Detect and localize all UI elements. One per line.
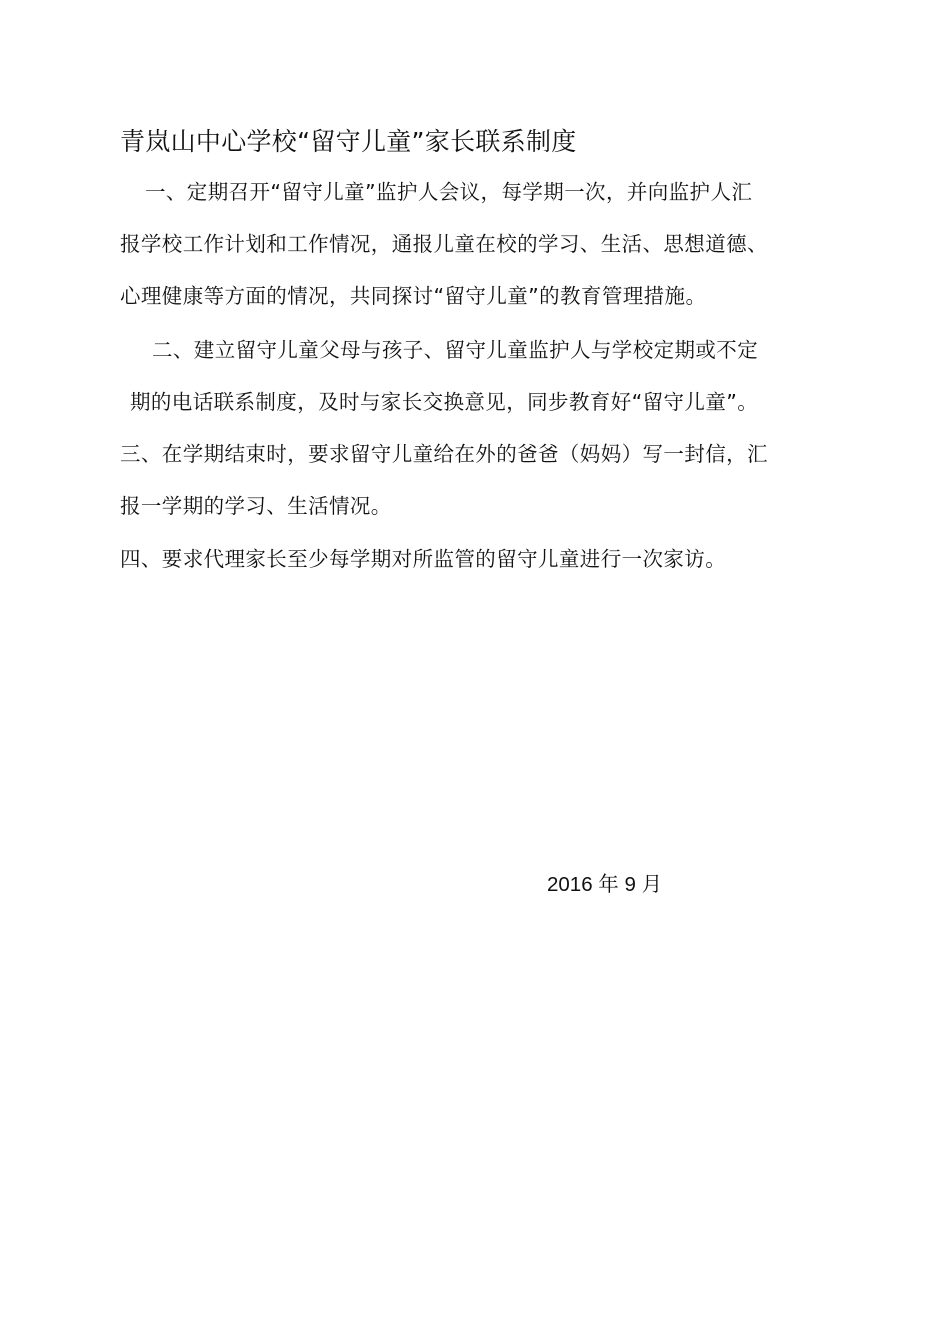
paragraph-1-line-3: 心理健康等方面的情况，共同探讨“留守儿童”的教育管理措施。 <box>120 284 707 308</box>
paragraph-1-line-2: 报学校工作计划和工作情况，通报儿童在校的学习、生活、思想道德、 <box>120 232 768 256</box>
paragraph-1-line-1: 一、定期召开“留守儿童”监护人会议，每学期一次，并向监护人汇 <box>145 180 753 204</box>
paragraph-2-line-2: 期的电话联系制度，及时与家长交换意见，同步教育好“留守儿童”。 <box>130 390 759 414</box>
paragraph-4-line-1: 四、要求代理家长至少每学期对所监管的留守儿童进行一次家访。 <box>120 547 727 571</box>
document-date: 2016 年 9 月 <box>547 873 663 896</box>
document-title: 青岚山中心学校“留守儿童”家长联系制度 <box>120 127 577 156</box>
paragraph-2-line-1: 二、建立留守儿童父母与孩子、留守儿童监护人与学校定期或不定 <box>152 338 759 362</box>
paragraph-3-line-2: 报一学期的学习、生活情况。 <box>120 494 392 518</box>
paragraph-3-line-1: 三、在学期结束时，要求留守儿童给在外的爸爸（妈妈）写一封信，汇 <box>120 442 768 466</box>
